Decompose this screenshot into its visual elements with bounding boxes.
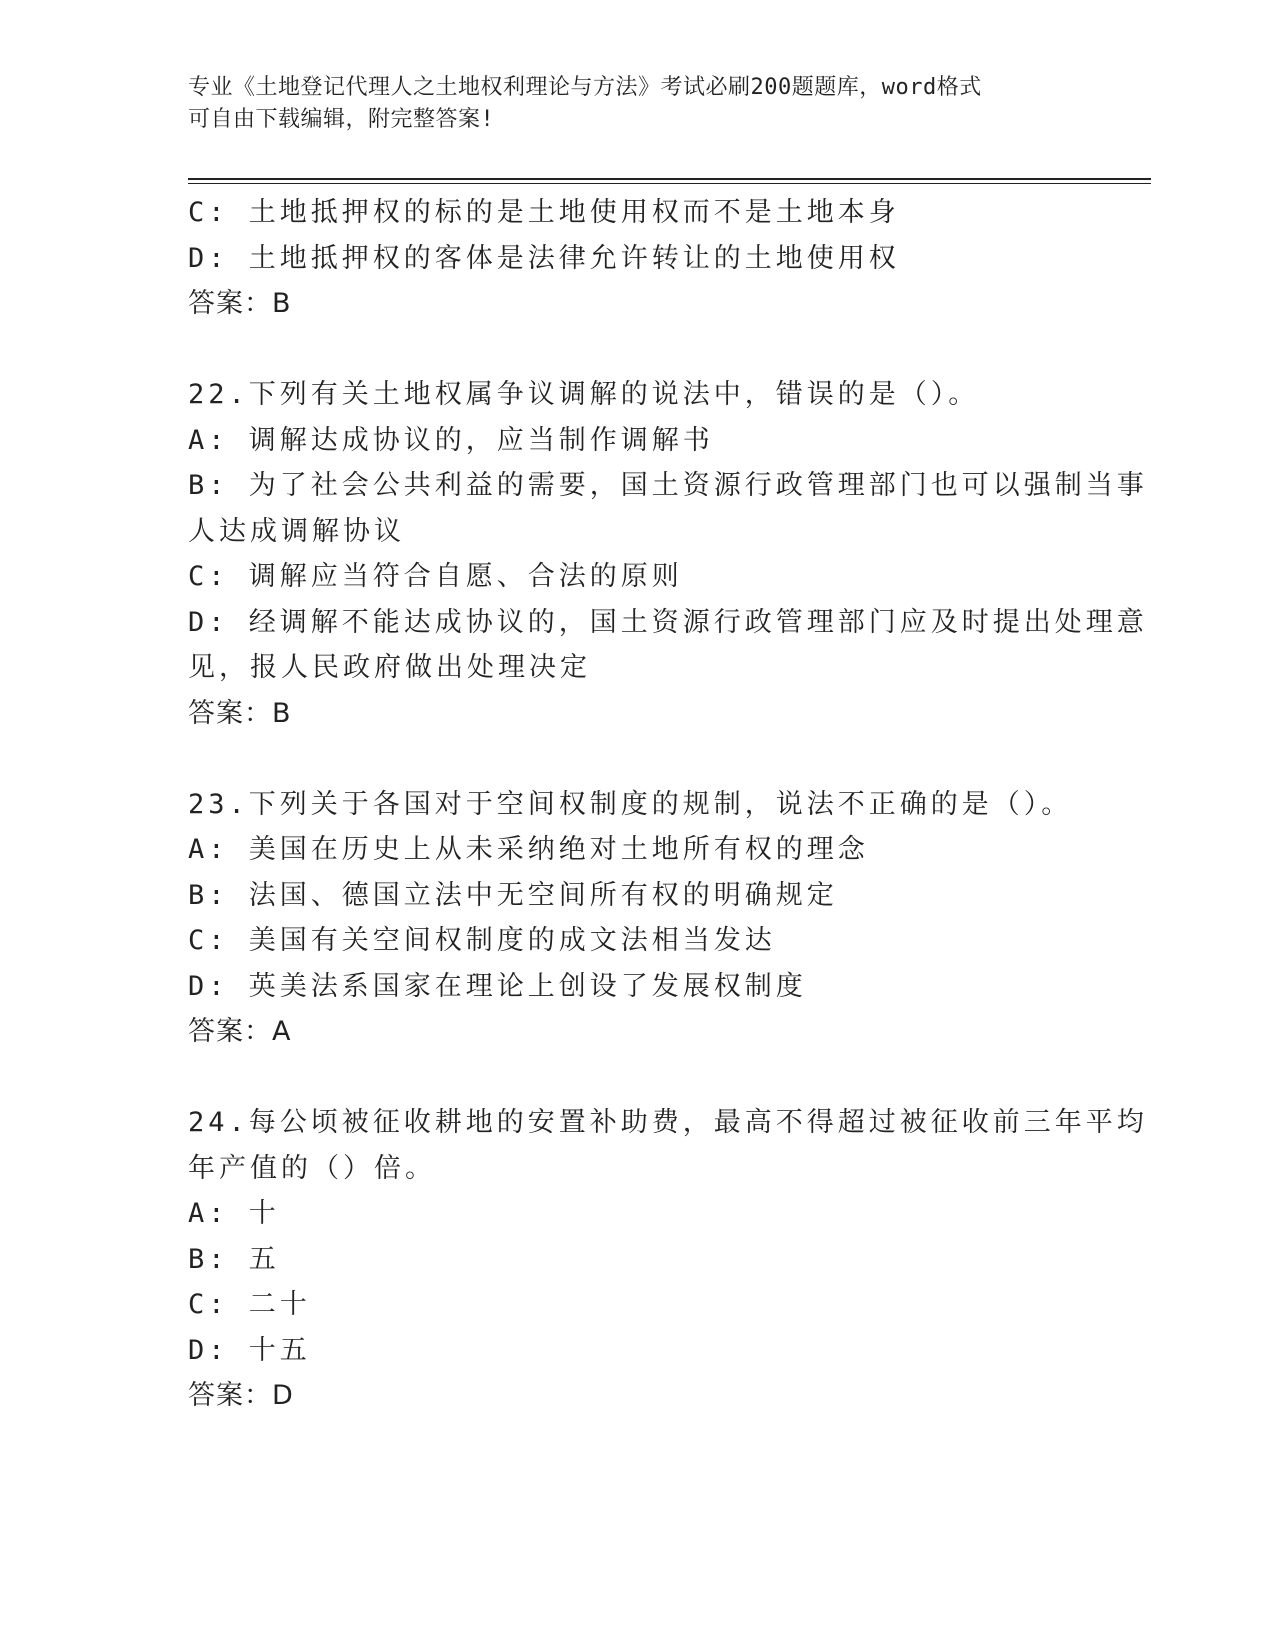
q24-answer: 答案：D bbox=[188, 1380, 294, 1411]
q22-option-b-line1: B: 为了社会公共利益的需要，国土资源行政管理部门也可以强制当事 bbox=[188, 470, 1148, 501]
q24-question-line1: 24.每公顷被征收耕地的安置补助费，最高不得超过被征收前三年平均 bbox=[188, 1107, 1148, 1138]
q23-option-a: A: 美国在历史上从未采纳绝对土地所有权的理念 bbox=[188, 834, 869, 865]
header-line-1: 专业《土地登记代理人之土地权利理论与方法》考试必刷200题题库，word格式 bbox=[188, 75, 982, 100]
spacer bbox=[188, 1055, 1088, 1101]
spacer bbox=[188, 327, 1088, 373]
q21-option-c: C: 土地抵押权的标的是土地使用权而不是土地本身 bbox=[188, 197, 900, 228]
q24-option-b: B: 五 bbox=[188, 1243, 280, 1275]
q22-question: 22.下列有关土地权属争议调解的说法中，错误的是（）。 bbox=[188, 379, 980, 410]
q22-answer: 答案：B bbox=[188, 697, 292, 729]
q23-option-b: B: 法国、德国立法中无空间所有权的明确规定 bbox=[188, 879, 838, 911]
q24-option-a: A: 十 bbox=[188, 1198, 280, 1229]
q22-option-d-line2: 见，报人民政府做出处理决定 bbox=[188, 652, 591, 683]
question-22 bbox=[188, 372, 1148, 736]
q22-option-c: C: 调解应当符合自愿、合法的原则 bbox=[188, 561, 683, 592]
question-24 bbox=[188, 1100, 1148, 1419]
q23-option-c: C: 美国有关空间权制度的成文法相当发达 bbox=[188, 925, 776, 956]
q24-question-line2: 年产值的（）倍。 bbox=[188, 1152, 436, 1184]
question-21-fragment bbox=[188, 190, 1088, 327]
q23-option-d: D: 英美法系国家在理论上创设了发展权制度 bbox=[188, 970, 807, 1002]
q22-option-d-line1: D: 经调解不能达成协议的，国土资源行政管理部门应及时提出处理意 bbox=[188, 606, 1148, 638]
spacer bbox=[188, 736, 1088, 782]
q21-option-d: D: 土地抵押权的客体是法律允许转让的土地使用权 bbox=[188, 242, 900, 274]
q24-option-c: C: 二十 bbox=[188, 1289, 311, 1320]
header-line-2: 可自由下载编辑，附完整答案! bbox=[188, 107, 495, 132]
header-rule-thick bbox=[188, 178, 1151, 180]
q24-option-d: D: 十五 bbox=[188, 1334, 311, 1366]
q23-answer: 答案：A bbox=[188, 1016, 292, 1047]
question-23 bbox=[188, 782, 1088, 1055]
document-header bbox=[188, 72, 1068, 136]
question-content bbox=[188, 190, 1148, 1419]
q22-option-b-line2: 人达成调解协议 bbox=[188, 515, 405, 547]
q23-question: 23.下列关于各国对于空间权制度的规制，说法不正确的是（）。 bbox=[188, 788, 1073, 820]
q22-option-a: A: 调解达成协议的，应当制作调解书 bbox=[188, 424, 714, 456]
header-rule-thin bbox=[188, 183, 1151, 184]
q21-answer: 答案：B bbox=[188, 288, 292, 319]
